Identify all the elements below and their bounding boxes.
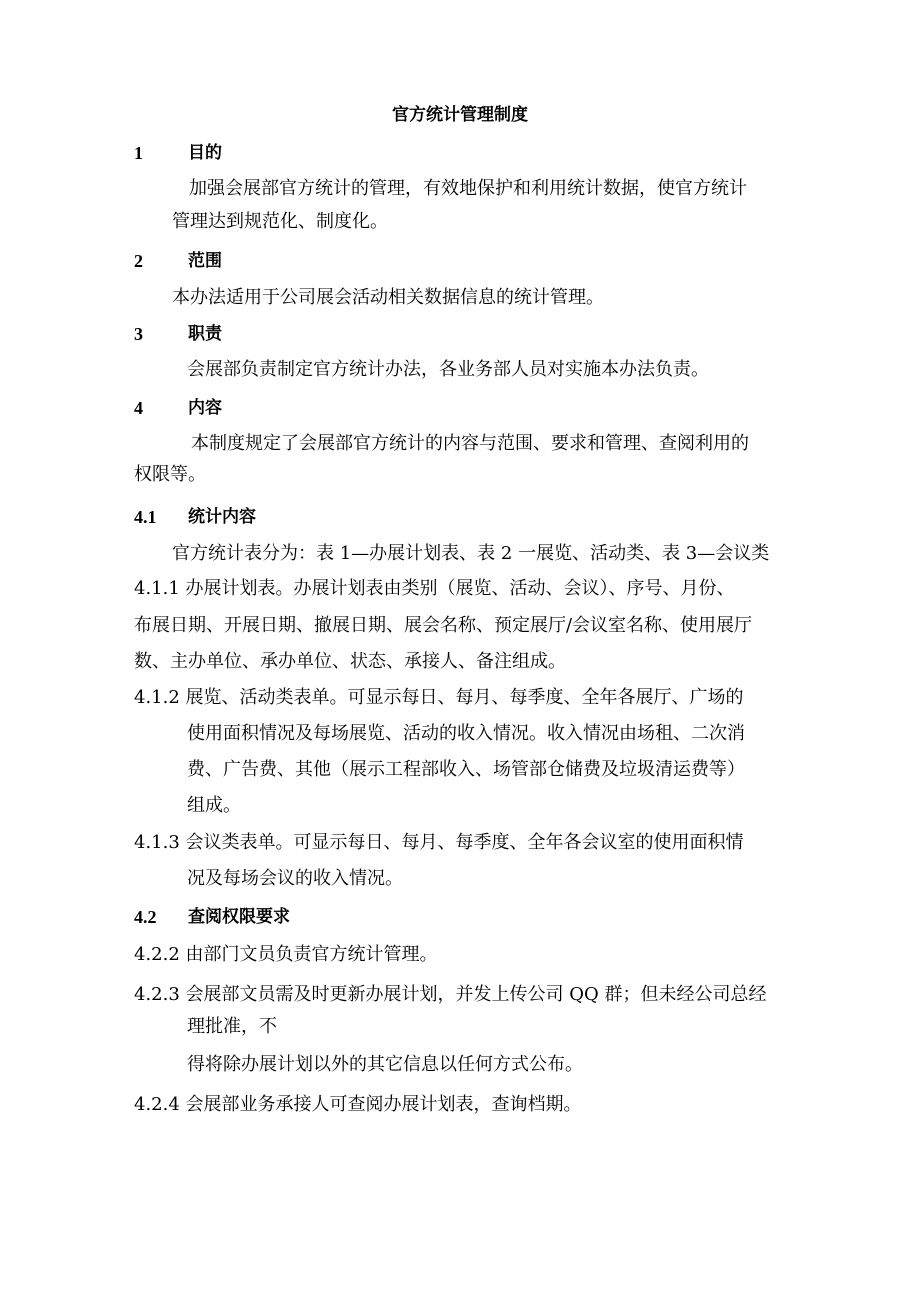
item-4-2-3-line-2: 理批准，不 <box>187 1016 277 1037</box>
item-4-1-2-line-3: 费、广告费、其他（展示工程部收入、场管部仓储费及垃圾清运费等） <box>187 759 745 780</box>
item-4-1-1-line-1: 4.1.1 办展计划表。办展计划表由类别（展览、活动、会议）、序号、月份、 <box>134 578 735 599</box>
section-4-1-number: 4.1 <box>134 507 157 527</box>
section-4-2-heading: 查阅权限要求 <box>188 907 290 927</box>
item-4-1-1-line-2: 布展日期、开展日期、撤展日期、展会名称、预定展厅/会议室名称、使用展厅 <box>134 615 753 636</box>
section-4-paragraph-line-2: 权限等。 <box>134 464 206 485</box>
section-4-1-heading: 统计内容 <box>188 507 256 527</box>
section-4-2-number: 4.2 <box>134 907 157 927</box>
section-2-heading: 范围 <box>188 251 222 271</box>
item-4-1-2-line-4: 组成。 <box>187 795 241 816</box>
item-4-1-2-line-2: 使用面积情况及每场展览、活动的收入情况。收入情况由场租、二次消 <box>187 723 745 744</box>
item-4-1-3-line-2: 况及每场会议的收入情况。 <box>187 868 403 889</box>
section-3-paragraph: 会展部负责制定官方统计办法，各业务部人员对实施本办法负责。 <box>187 359 709 380</box>
section-2-paragraph: 本办法适用于公司展会活动相关数据信息的统计管理。 <box>172 287 604 308</box>
item-4-2-3-line-3: 得将除办展计划以外的其它信息以任何方式公布。 <box>187 1054 583 1075</box>
item-4-1-2-line-1: 4.1.2 展览、活动类表单。可显示每日、每月、每季度、全年各展厅、广场的 <box>134 687 744 708</box>
section-3-heading: 职责 <box>188 324 222 344</box>
section-1-number: 1 <box>134 143 143 163</box>
item-4-2-4: 4.2.4 会展部业务承接人可查阅办展计划表，查询档期。 <box>134 1094 582 1115</box>
section-4-number: 4 <box>134 398 143 418</box>
section-4-paragraph-line-1: 本制度规定了会展部官方统计的内容与范围、要求和管理、查阅利用的 <box>191 433 749 454</box>
section-1-paragraph-line-1: 加强会展部官方统计的管理，有效地保护和利用统计数据，使官方统计 <box>189 178 747 199</box>
section-4-heading: 内容 <box>188 398 222 418</box>
section-1-heading: 目的 <box>188 143 222 163</box>
item-4-1-1-line-3: 数、主办单位、承办单位、状态、承接人、备注组成。 <box>134 651 566 672</box>
section-2-number: 2 <box>134 251 143 271</box>
section-1-paragraph-line-2: 管理达到规范化、制度化。 <box>172 211 388 232</box>
page-title: 官方统计管理制度 <box>392 105 528 125</box>
section-3-number: 3 <box>134 324 143 344</box>
section-4-1-intro: 官方统计表分为：表 1—办展计划表、表 2 一展览、活动类、表 3—会议类 <box>172 543 770 564</box>
item-4-2-3-line-1: 4.2.3 会展部文员需及时更新办展计划，并发上传公司 QQ 群；但未经公司总经 <box>134 984 767 1005</box>
item-4-1-3-line-1: 4.1.3 会议类表单。可显示每日、每月、每季度、全年各会议室的使用面积情 <box>134 832 744 853</box>
item-4-2-2: 4.2.2 由部门文员负责官方统计管理。 <box>134 944 438 965</box>
